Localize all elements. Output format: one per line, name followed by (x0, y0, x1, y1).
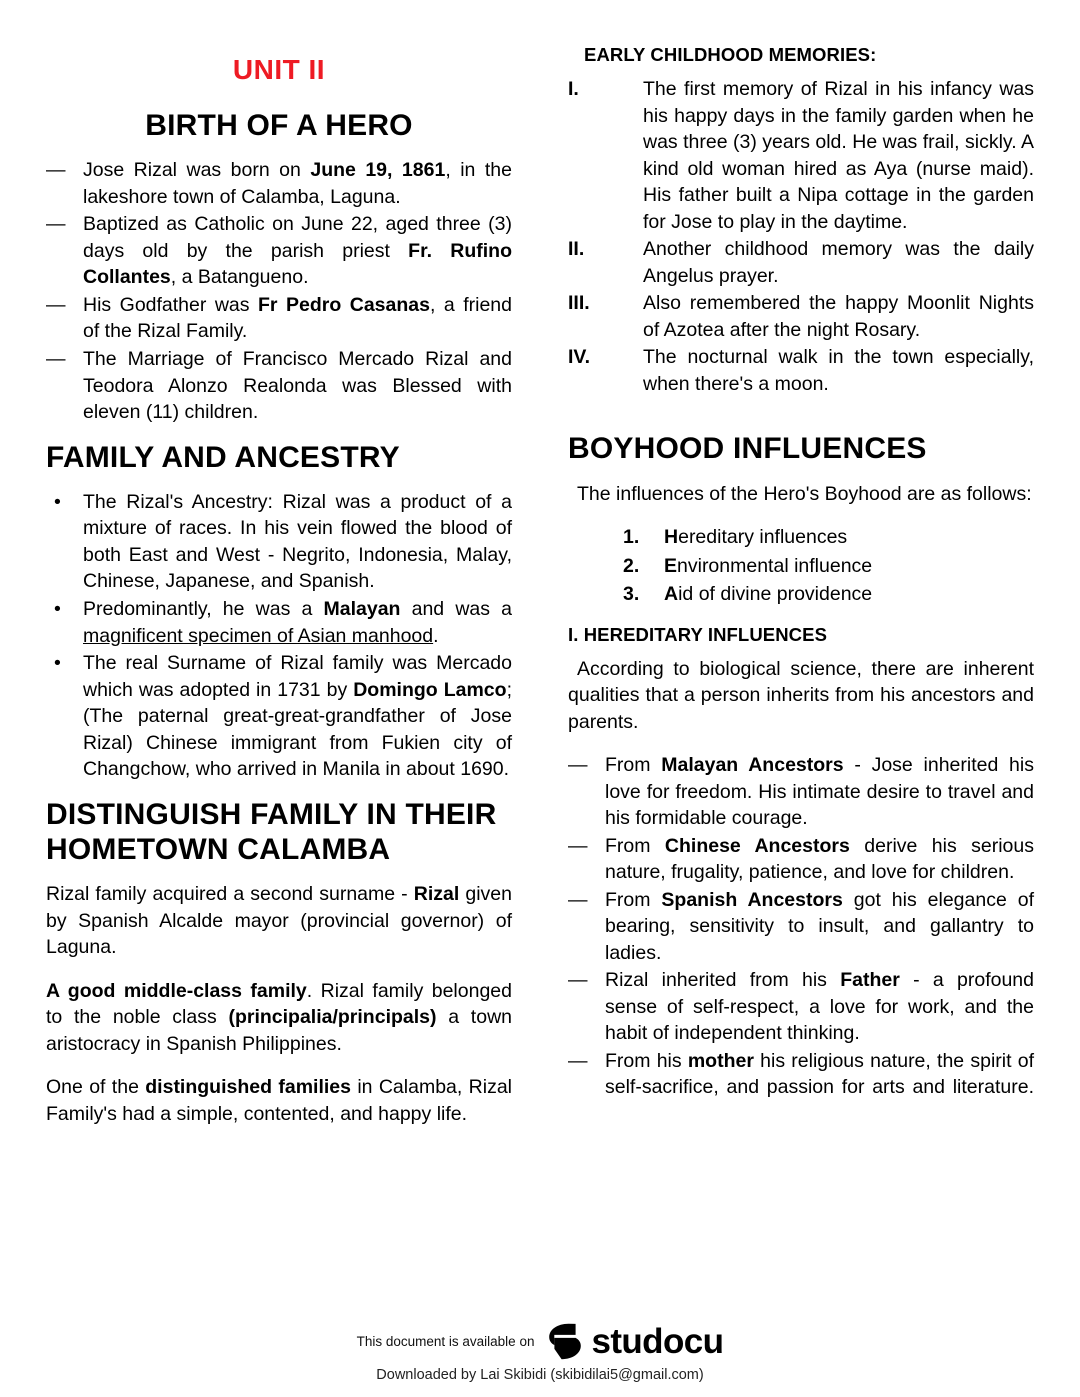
text-run: H (664, 526, 679, 549)
text-run: magnificent specimen of Asian manhood (83, 624, 434, 647)
text-run: . Rizal family belonged to the noble class (46, 979, 512, 1029)
text-run: . (433, 624, 439, 647)
list-item (46, 489, 512, 595)
roman-marker: IV. (568, 346, 591, 369)
footer-brand-row (0, 1323, 1080, 1360)
list-item-text (83, 294, 512, 343)
list-item (568, 76, 1034, 235)
distinguish-family-paragraphs (46, 881, 512, 1127)
dash-marker: — (568, 1049, 588, 1072)
dash-marker: — (46, 159, 66, 182)
list-item (46, 157, 512, 210)
list-item-text (83, 598, 512, 647)
text-run: The Rizal's Ancestry: Rizal was a product of a mixture of races. In his vein flowed the blood of both East and West - Negrito, Indonesia, Malay, Chinese, Japanese, and Spanish. (83, 490, 512, 593)
bullet-marker: • (54, 490, 61, 513)
left-column (46, 44, 512, 1145)
studocu-wordmark: studocu (591, 1322, 724, 1361)
list-item-text (605, 969, 1034, 1044)
text-run: From (605, 754, 662, 777)
bullet-marker: • (54, 652, 61, 675)
dash-marker: — (46, 213, 66, 236)
text-run: Rizal family acquired a second surname - (46, 883, 414, 906)
text-run: Predominantly, he was a (83, 598, 324, 620)
list-item (46, 596, 512, 649)
list-item-text (83, 159, 512, 208)
right-column (568, 44, 1034, 1141)
list-item-text (605, 1050, 1034, 1099)
dash-marker: — (46, 293, 66, 316)
list-item (46, 292, 512, 345)
list-item (568, 344, 1034, 397)
list-item-text (605, 835, 1034, 884)
paragraph (46, 978, 512, 1058)
roman-marker: III. (568, 292, 590, 315)
text-run: distinguished families (145, 1076, 351, 1099)
family-ancestry-list (46, 489, 512, 783)
text-run: From (605, 834, 665, 857)
text-run: ; (The paternal great-great-grandfather of Jose Rizal) Chinese immigrant from Fukien city of Changchow, who arrived in Manila in about 1690. (83, 678, 512, 781)
text-run: id of divine providence (678, 583, 873, 606)
text-run: Fr Pedro Casanas (258, 293, 430, 316)
page-footer (0, 1323, 1080, 1383)
family-and-ancestry-heading: FAMILY AND ANCESTRY (46, 440, 400, 474)
list-item (46, 346, 512, 426)
text-run: given by Spanish Alcalde mayor (provincial governor) of Laguna. (46, 883, 512, 959)
text-run: his religious nature, the spirit of self-sacrifice, and passion for arts and literature. (605, 1049, 1034, 1099)
text-run: Spanish Ancestors (661, 888, 843, 911)
text-run: Jose Rizal was born on (83, 159, 311, 182)
text-run: Domingo Lamco (353, 678, 507, 701)
dash-marker: — (568, 969, 588, 992)
downloaded-by-note: Downloaded by Lai Skibidi (skibidilai5@gmail.com) (376, 1367, 704, 1383)
text-run: a town aristocracy in Spanish Philippines. (46, 1006, 513, 1055)
text-run: and was a (400, 598, 513, 620)
list-item-text (664, 526, 847, 548)
text-run: in Calamba, Rizal Family's had a simple, contented, and happy life. (46, 1076, 512, 1125)
roman-marker: I. (568, 78, 579, 100)
list-item (568, 967, 1034, 1047)
text-run: Fr. Rufino Collantes (83, 239, 512, 289)
text-run: , in the lakeshore town of Calamba, Laguna. (83, 159, 512, 208)
text-run: Another childhood memory was the daily Angelus prayer. (643, 238, 1034, 287)
number-marker: 1. (623, 526, 640, 549)
list-item (568, 290, 1034, 343)
text-run: The first memory of Rizal in his infancy was his happy days in the family garden when he was three (3) years old. He was frail, sickly. A kind old woman hired as Aya (nurse maid). His father built a Nipa cottage in the garden for Jose to play in the daytime. (643, 78, 1034, 233)
list-item-text (643, 292, 1034, 341)
hereditary-influences-list (568, 752, 1034, 1127)
text-run: From (605, 888, 662, 911)
birth-of-a-hero-heading: BIRTH OF A HERO (145, 109, 413, 142)
list-item-text (643, 346, 1034, 395)
list-item (46, 211, 512, 291)
text-run: Malayan (323, 598, 401, 620)
text-run: (principalia/principals) (228, 1006, 437, 1029)
studocu-logo-icon (548, 1323, 582, 1360)
early-childhood-memories-list (568, 76, 1034, 397)
text-run: - Jose inherited his love for freedom. His intimate desire to travel and his formidable courage. (605, 754, 1034, 830)
hereditary-intro-paragraph: According to biological science, there are inherent qualities that a person inherits from his ancestors and parents. (568, 657, 1034, 733)
bullet-marker: • (54, 598, 61, 620)
list-item (568, 833, 1034, 886)
text-run: The real Surname of Rizal family was Mercado which was adopted in 1731 by (83, 652, 512, 701)
text-run: Baptized as Catholic on June 22, aged three (3) days old by the parish priest (83, 213, 512, 262)
list-item-text (664, 555, 872, 577)
number-marker: 2. (623, 554, 640, 577)
list-item (568, 887, 1034, 967)
text-run: mother (687, 1049, 754, 1072)
list-item (568, 524, 1034, 551)
text-run: nvironmental influence (677, 554, 873, 577)
boyhood-influences-heading: BOYHOOD INFLUENCES (568, 432, 927, 466)
list-item (568, 1048, 1034, 1128)
text-run: got his elegance of bearing, sensitivity to insult, and gallantry to ladies. (605, 888, 1034, 964)
two-column-layout (46, 44, 1034, 1145)
list-item (46, 650, 512, 783)
boyhood-influences-list (568, 524, 1034, 608)
text-run: - a profound sense of self-respect, a love for work, and the habit of independent thinking. (605, 969, 1034, 1045)
text-run: Chinese Ancestors (664, 834, 850, 857)
text-run: derive his serious nature, frugality, patience, and love for children. (605, 834, 1034, 884)
text-run: His Godfather was (83, 293, 259, 316)
text-run: One of the (46, 1076, 146, 1099)
list-item-text (83, 652, 512, 780)
studocu-brand (548, 1323, 723, 1360)
list-item-text (83, 348, 512, 423)
text-run: A good middle-class family (46, 979, 307, 1002)
list-item (568, 236, 1034, 289)
list-item-text (83, 491, 512, 593)
text-run: Father (840, 969, 900, 992)
text-run: Rizal (413, 883, 460, 906)
text-run: Also remembered the happy Moonlit Nights of Azotea after the night Rosary. (643, 292, 1034, 341)
number-marker: 3. (623, 583, 640, 606)
paragraph (46, 1074, 512, 1127)
text-run: , a Batangueno. (170, 266, 309, 289)
roman-marker: II. (568, 238, 585, 261)
paragraph (46, 881, 512, 961)
text-run: ereditary influences (678, 526, 848, 549)
text-run: From his (605, 1049, 688, 1072)
text-run: Malayan Ancestors (661, 754, 844, 777)
text-run: June 19, 1861 (310, 159, 446, 182)
early-childhood-memories-heading: EARLY CHILDHOOD MEMORIES: (584, 44, 877, 65)
dash-marker: — (568, 754, 588, 777)
list-item (568, 553, 1034, 580)
birth-facts-list (46, 157, 512, 425)
dash-marker: — (46, 348, 66, 370)
boyhood-intro-paragraph: The influences of the Hero's Boyhood are as follows: (577, 482, 1032, 505)
list-item-text (605, 754, 1034, 829)
list-item-text (664, 583, 872, 605)
list-item-text (643, 238, 1034, 287)
list-item-text (605, 889, 1034, 964)
text-run: A (664, 583, 679, 606)
list-item (568, 752, 1034, 832)
list-item (568, 581, 1034, 608)
text-run: Rizal inherited from his (605, 969, 841, 992)
list-item-text (643, 78, 1034, 233)
text-run: The Marriage of Francisco Mercado Rizal and Teodora Alonzo Realonda was Blessed with eleven (11) children. (83, 348, 512, 424)
distinguish-family-heading: DISTINGUISH FAMILY IN THEIR HOMETOWN CALAMBA (46, 797, 497, 866)
list-item-text (83, 213, 512, 288)
dash-marker: — (568, 834, 588, 857)
hereditary-influences-heading: I. HEREDITARY INFLUENCES (568, 623, 828, 645)
available-on-note: This document is available on (356, 1334, 535, 1349)
dash-marker: — (568, 888, 588, 911)
unit-title: UNIT II (232, 54, 326, 85)
text-run: The nocturnal walk in the town especially, when there's a moon. (643, 346, 1034, 395)
text-run: , a friend of the Rizal Family. (83, 293, 512, 343)
text-run: E (664, 554, 678, 577)
